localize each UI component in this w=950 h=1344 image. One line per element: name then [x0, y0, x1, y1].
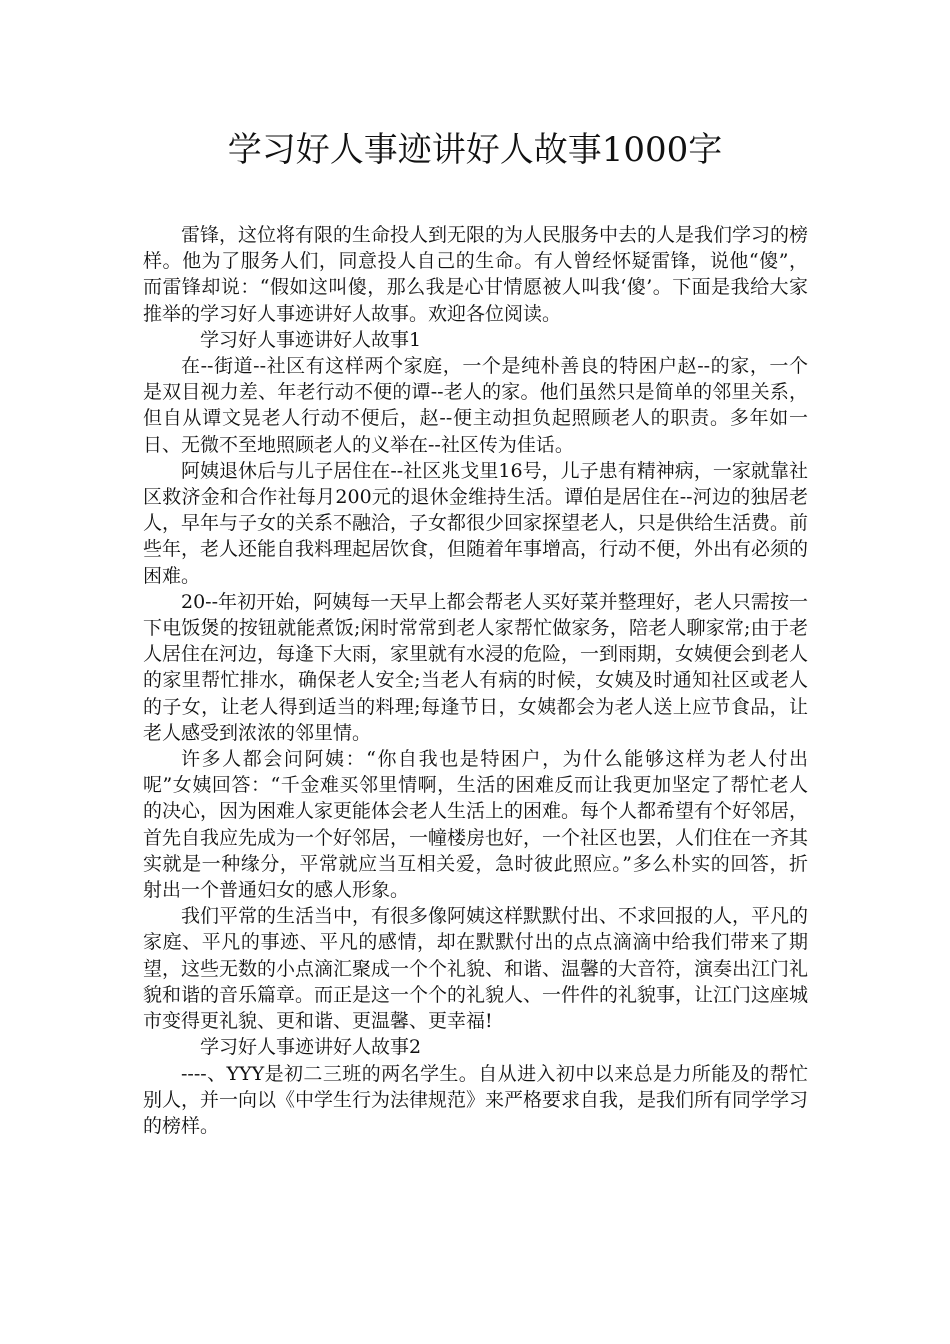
paragraph: 在--街道--社区有这样两个家庭，一个是纯朴善良的特困户赵--的家，一个是双目视力差、年老行动不便的谭--老人的家。他们虽然只是简单的邻里关系，但自从谭文晃老人行动不便后，赵--便主动担负起照顾老人的职责。多年如一日、无微不至地照顾老人的义举在--社区传为佳话。: [143, 355, 808, 456]
paragraph: 阿姨退休后与儿子居住在--社区兆戈里16号，儿子患有精神病，一家就靠社区救济金和合作社每月200元的退休金维持生活。谭伯是居住在--河边的独居老人，早年与子女的关系不融洽，子女都很少回家探望老人，只是供给生活费。前些年，老人还能自我料理起居饮食，但随着年事增高，行动不便，外出有必须的困难。: [143, 459, 809, 587]
paragraph: 许多人都会问阿姨：“你自我也是特困户，为什么能够这样为老人付出呢”女姨回答：“千金难买邻里情啊，生活的困难反而让我更加坚定了帮忙老人的决心，因为困难人家更能体会老人生活上的困难。每个人都希望有个好邻居，首先自我应先成为一个好邻居，一幢楼房也好，一个社区也罢，人们住在一齐其实就是一种缘分，平常就应当互相关爱，急时彼此照应。”多么朴实的回答，折射出一个普通妇女的感人形象。: [143, 748, 809, 902]
paragraph: 20--年初开始，阿姨每一天早上都会帮老人买好菜并整理好，老人只需按一下电饭煲的按钮就能煮饭;闲时常常到老人家帮忙做家务，陪老人聊家常;由于老人居住在河边，每逢下大雨，家里就有水浸的危险，一到雨期，女姨便会到老人的家里帮忙排水，确保老人安全;当老人有病的时候，女姨及时通知社区或老人的子女，让老人得到适当的料理;每逢节日，女姨都会为老人送上应节食品，让老人感受到浓浓的邻里情。: [143, 590, 809, 744]
paragraph: ----、YYY是初二三班的两名学生。自从进入初中以来总是力所能及的帮忙别人，并一向以《中学生行为法律规范》来严格要求自我，是我们所有同学学习的榜样。: [143, 1062, 809, 1137]
paragraph: 我们平常的生活当中，有很多像阿姨这样默默付出、不求回报的人，平凡的家庭、平凡的事迹、平凡的感情，却在默默付出的点点滴滴中给我们带来了期望，这些无数的小点滴汇聚成一个个礼貌、和谐、温馨的大音符，演奏出江门礼貌和谐的音乐篇章。而正是这一个个的礼貌人、一件件的礼貌事，让江门这座城市变得更礼貌、更和谐、更温馨、更幸福!: [143, 905, 809, 1033]
document-body: [143, 222, 808, 1139]
document-title: 学习好人事迹讲好人故事1000字: [227, 130, 723, 170]
paragraph-intro: 雷锋，这位将有限的生命投人到无限的为人民服务中去的人是我们学习的榜样。他为了服务人们，同意投人自己的生命。有人曾经怀疑雷锋，说他“傻”，而雷锋却说：“假如这叫傻，那么我是心甘情愿被人叫我‘傻’。下面是我给大家推举的学习好人事迹讲好人故事。欢迎各位阅读。: [143, 224, 809, 325]
section-heading-1: 学习好人事迹讲好人故事1: [200, 328, 422, 351]
section-heading-2: 学习好人事迹讲好人故事2: [200, 1036, 422, 1059]
